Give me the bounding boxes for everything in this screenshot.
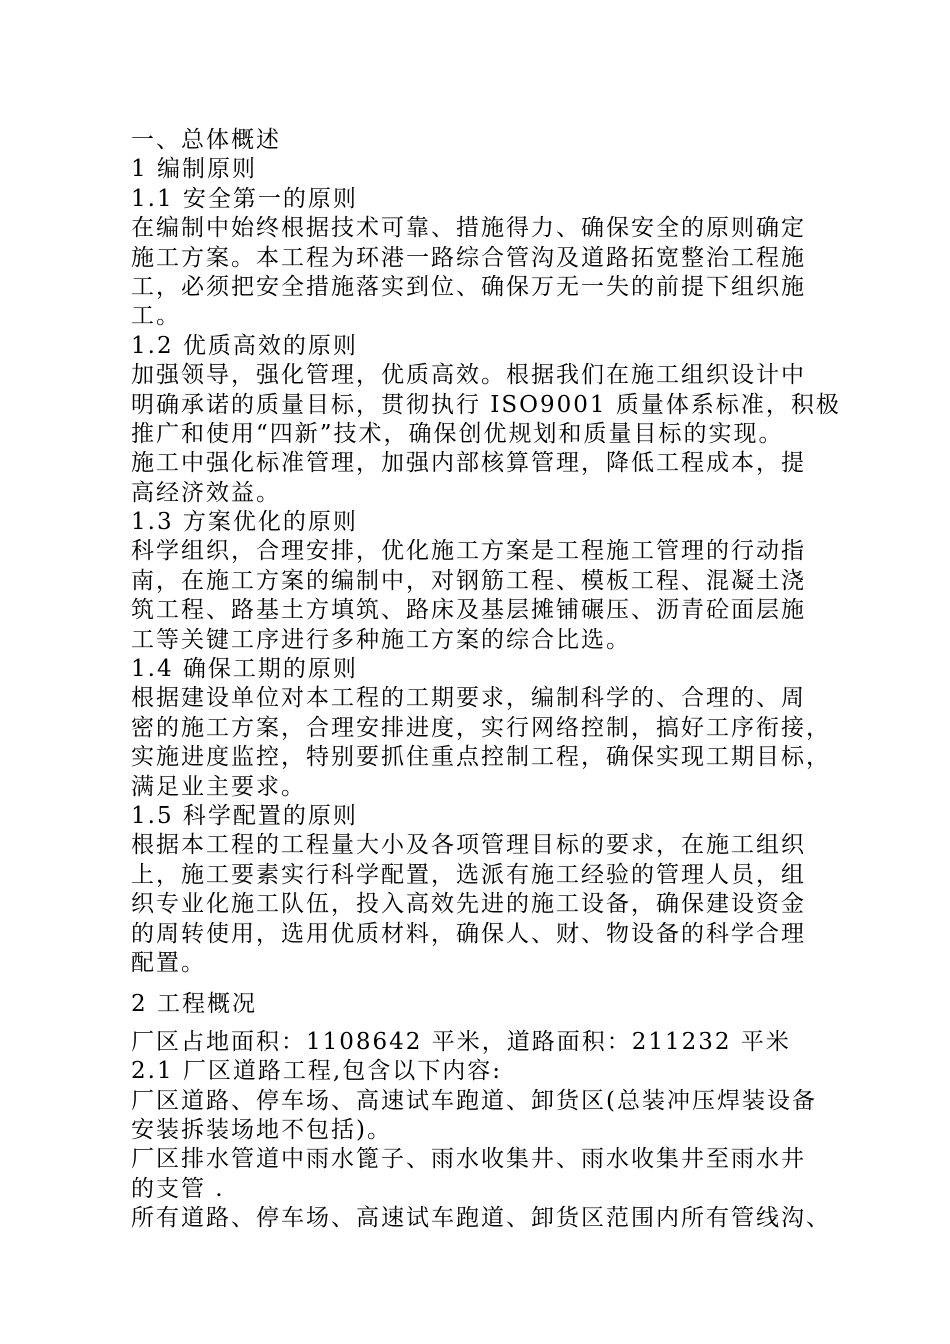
paragraph-line: 推广和使用“四新”技术，确保创优规划和质量目标的实现。 [131,420,784,447]
document-heading: 一、总体概述 [131,127,281,153]
paragraph-line: 厂区道路、停车场、高速试车跑道、卸货区(总装冲压焊装设备 [131,1087,817,1114]
paragraph-line: 密的施工方案，合理安排进度，实行网络控制，搞好工序衔接， [131,714,831,741]
paragraph-line: 满足业主要求。 [131,773,306,800]
subsection-2-1-title: 2.1 厂区道路工程,包含以下内容: [131,1058,502,1085]
subsection-1-5-title: 1.5 科学配置的原则 [131,802,358,829]
paragraph-line: 的支管 . [131,1175,225,1202]
subsection-1-4-title: 1.4 确保工期的原则 [131,656,358,683]
paragraph-line: 实施进度监控，特别要抓住重点控制工程，确保实现工期目标， [131,744,831,771]
section-2-title: 2 工程概况 [131,991,257,1018]
subsection-1-2-title: 1.2 优质高效的原则 [131,332,358,359]
paragraph-line: 高经济效益。 [131,479,281,506]
paragraph-line: 在编制中始终根据技术可靠、措施得力、确保安全的原则确定 [131,215,806,242]
paragraph-line: 安装拆装场地不包括)。 [131,1116,392,1143]
paragraph-line: 根据本工程的工程量大小及各项管理目标的要求，在施工组织 [131,832,806,859]
paragraph-line: 的周转使用，选用优质材料，确保人、财、物设备的科学合理 [131,920,806,947]
paragraph-line: 工。 [131,303,181,330]
paragraph-line: 筑工程、路基土方填筑、路床及基层摊铺碾压、沥青砼面层施 [131,597,806,624]
section-1-title: 1 编制原则 [131,156,257,183]
document-page [131,126,841,1233]
subsection-1-1-title: 1.1 安全第一的原则 [131,185,358,212]
paragraph-line: 工，必须把安全措施落实到位、确保万无一失的前提下组织施 [131,273,806,300]
paragraph-line: 南，在施工方案的编制中，对钢筋工程、模板工程、混凝土浇 [131,567,806,594]
paragraph-line: 加强领导，强化管理，优质高效。根据我们在施工组织设计中 [131,362,806,389]
paragraph-line: 施工方案。本工程为环港一路综合管沟及道路拓宽整治工程施 [131,244,806,271]
paragraph-line: 所有道路、停车场、高速试车跑道、卸货区范围内所有管线沟、 [131,1205,831,1232]
paragraph-line: 明确承诺的质量目标，贯彻执行 ISO9001 质量体系标准，积极 [131,391,841,418]
paragraph-line: 织专业化施工队伍，投入高效先进的施工设备，确保建设资金 [131,891,806,918]
area-summary-line: 厂区占地面积：1108642 平米，道路面积：211232 平米 [131,1028,791,1055]
subsection-1-3-title: 1.3 方案优化的原则 [131,509,358,536]
paragraph-line: 根据建设单位对本工程的工期要求，编制科学的、合理的、周 [131,685,806,712]
paragraph-line: 科学组织，合理安排，优化施工方案是工程施工管理的行动指 [131,538,806,565]
paragraph-line: 厂区排水管道中雨水篦子、雨水收集井、雨水收集井至雨水井 [131,1146,806,1173]
paragraph-line: 上，施工要素实行科学配置，选派有施工经验的管理人员，组 [131,861,806,888]
paragraph-line: 工等关键工序进行多种施工方案的综合比选。 [131,626,631,653]
paragraph-line: 施工中强化标准管理，加强内部核算管理，降低工程成本，提 [131,450,806,477]
paragraph-line: 配置。 [131,949,206,976]
